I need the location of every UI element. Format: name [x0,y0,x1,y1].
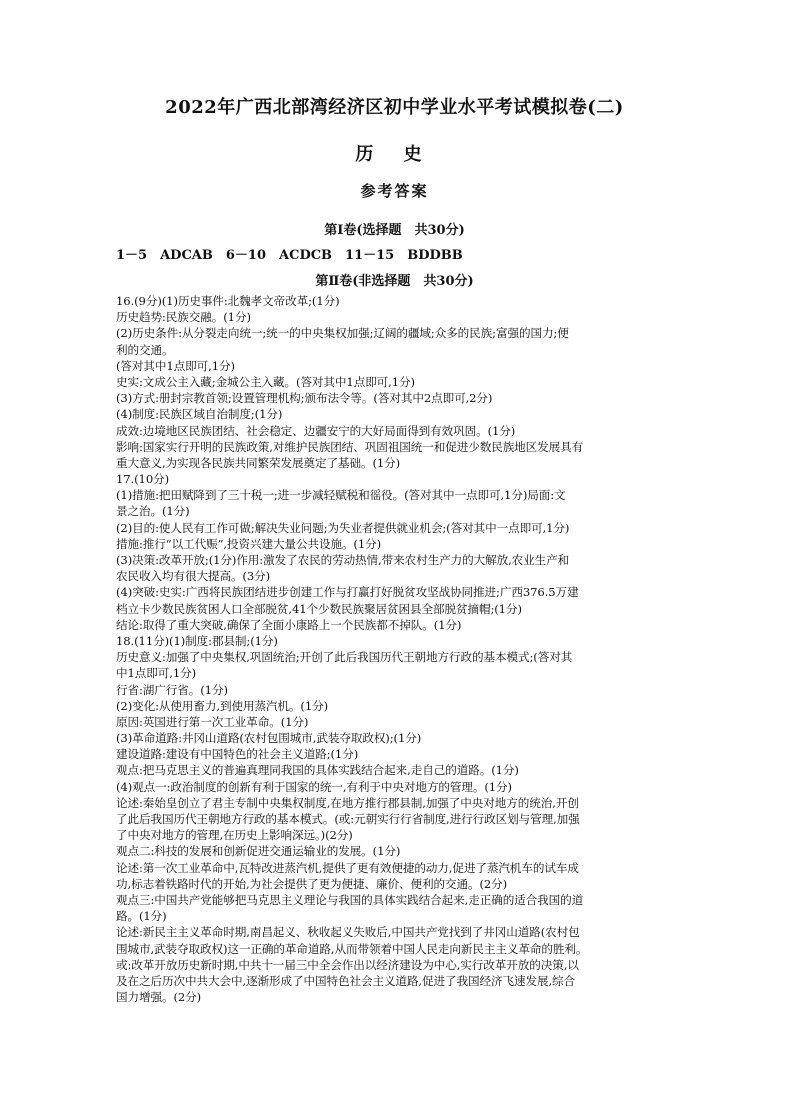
answer-line: 了中央对地方的管理,在历史上影响深远。)(2分) [116,828,353,843]
answer-line: 利的交通。 [116,342,174,357]
part1-heading: 第Ⅰ卷(选择题 共30分) [324,223,465,238]
answer-line: (2)历史条件:从分裂走向统一;统一的中央集权加强;辽阔的疆域;众多的民族;富强的国力;便 [116,326,569,341]
answer-line: 中1点即可,1分) [116,666,197,681]
answer-line: 原因:英国进行第一次工业革命。(1分) [116,714,309,729]
subject-heading: 历 史 [355,144,434,165]
answer-line: 观点三:中国共产党能够把马克思主义理论与我国的具体实践结合起来,走正确的适合我国的道 [116,892,584,907]
answer-line: 档立卡少数民族贫困人口全部脱贫,41个少数民族聚居贫困县全部脱贫摘帽;(1分) [116,601,522,616]
answer-line: 观点:把马克思主义的普遍真理同我国的具体实践结合起来,走自己的道路。(1分) [116,763,519,778]
answer-line: (答对其中1点即可,1分) [116,358,235,373]
answer-line: 景之治。(1分) [116,504,190,519]
answer-key-heading: 参考答案 [360,182,429,200]
answer-line: 观点二:科技的发展和创新促进交通运输业的发展。(1分) [116,844,401,859]
answer-line: (4)观点一:政治制度的创新有利于国家的统一,有利于中央对地方的管理。(1分) [116,779,512,794]
answer-body [116,293,700,1005]
answer-line: (2)变化:从使用畜力,到使用蒸汽机。(1分) [116,698,329,713]
answer-line: 农民收入均有很大提高。(3分) [116,569,271,584]
answer-line: 18.(11分)(1)制度:郡县制;(1分) [116,633,278,648]
answer-line: (3)方式:册封宗教首领;设置管理机构;颁布法令等。(答对其中2点即可,2分) [116,391,493,406]
answer-line: 论述:秦始皇创立了君主专制中央集权制度,在地方推行郡县制,加强了中央对地方的统治,开创 [116,795,579,810]
answer-line: (3)决策:改革开放;(1分)作用:激发了农民的劳动热情,带来农村生产力的大解放,农业生产和 [116,553,570,567]
answer-line: 论述:新民主主义革命时期,南昌起义、秋收起义失败后,中国共产党找到了井冈山道路(农村包 [116,925,580,940]
answer-line: 成效:边境地区民族团结、社会稳定、边疆安宁的大好局面得到有效巩固。(1分) [116,423,516,438]
answer-line: 重大意义,为实现各民族共同繁荣发展奠定了基础。(1分) [116,455,401,470]
answer-line: (2)目的:使人民有工作可做;解决失业问题;为失业者提供就业机会;(答对其中一点即可,1分) [116,520,570,535]
answer-line: 措施:推行“以工代赈”,投资兴建大量公共设施。(1分) [116,536,382,551]
page-title: 2022年广西北部湾经济区初中学业水平考试模拟卷(二) [165,97,624,118]
answer-line: (4)制度:民族区域自治制度;(1分) [116,407,283,422]
answer-line: 行省:湖广行省。(1分) [116,682,228,697]
choice-answers: 1－5 ADCAB 6－10 ACDCB 11－15 BDDBB [116,248,463,263]
answer-line: 影响:国家实行开明的民族政策,对维护民族团结、巩固祖国统一和促进少数民族地区发展具有 [116,439,584,454]
answer-line: 国力增强。(2分) [116,990,202,1005]
answer-line: 史实:文成公主入藏;金城公主入藏。(答对其中1点即可,1分) [116,374,415,389]
answer-line: 建设道路:建设有中国特色的社会主义道路;(1分) [116,747,359,762]
answer-line: 路。(1分) [116,909,167,924]
answer-line: 17.(10分) [116,472,170,487]
answer-line: 功,标志着铁路时代的开始,为社会提供了更为便捷、廉价、便利的交通。(2分) [116,876,508,891]
answer-line: 历史意义:加强了中央集权,巩固统治;开创了此后我国历代王朝地方行政的基本模式;(答对其 [116,650,573,665]
answer-line: 及在之后历次中共大会中,逐渐形成了中国特色社会主义道路,促进了我国经济飞速发展,综合 [116,973,576,988]
answer-line: (3)革命道路:井冈山道路(农村包围城市,武装夺取政权);(1分) [116,731,422,746]
answer-line: (1)措施:把田赋降到了三十税一;进一步减轻赋税和徭役。(答对其中一点即可,1分)局面:文 [116,488,566,503]
answer-line: 了此后我国历代王朝地方行政的基本模式。(或:元朝实行行省制度,进行行政区划与管理,加强 [116,812,580,826]
answer-line: 围城市,武装夺取政权)这一正确的革命道路,从而带领着中国人民走向新民主主义革命的胜利。 [116,941,588,956]
part2-heading: 第Ⅱ卷(非选择题 共30分) [315,274,474,289]
answer-line: (4)突破:史实:广西将民族团结进步创建工作与打赢打好脱贫攻坚战协同推进;广西376.5万建 [116,585,579,600]
answer-line: 论述:第一次工业革命中,瓦特改进蒸汽机,提供了更有效便捷的动力,促进了蒸汽机车的试车成 [116,860,579,875]
answer-line: 结论:取得了重大突破,确保了全面小康路上一个民族都不掉队。(1分) [116,617,462,632]
answer-line: 16.(9分)(1)历史事件:北魏孝文帝改革;(1分) [116,294,340,308]
answer-line: 或:改革开放历史新时期,中共十一届三中全会作出以经济建设为中心,实行改革开放的决策,以 [116,957,579,972]
answer-line: 历史趋势:民族交融。(1分) [116,310,251,325]
